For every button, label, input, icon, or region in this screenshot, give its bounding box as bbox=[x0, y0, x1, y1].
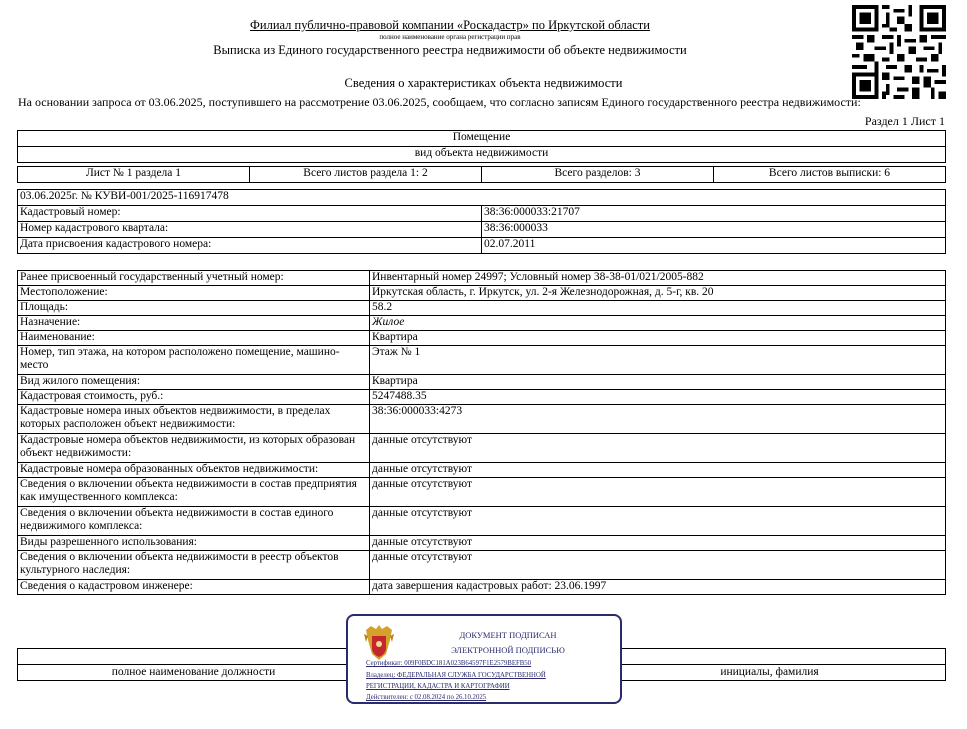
electronic-signature-stamp bbox=[346, 614, 622, 704]
organization-name-text: Филиал публично-правовой компании «Роскадастр» по Иркутской области bbox=[250, 18, 650, 32]
row-label: Номер, тип этажа, на котором расположено помещение, машино-место bbox=[18, 346, 370, 375]
row-value: Инвентарный номер 24997; Условный номер 38-38-01/021/2005-882 bbox=[370, 271, 946, 286]
object-type: Помещение bbox=[18, 131, 946, 147]
row-label: Наименование: bbox=[18, 331, 370, 346]
sheets-total: Всего листов выписки: 6 bbox=[714, 167, 946, 183]
stamp-line-2: ЭЛЕКТРОННОЙ ПОДПИСЬЮ bbox=[451, 645, 565, 655]
object-type-table bbox=[17, 130, 946, 183]
row-label: Назначение: bbox=[18, 316, 370, 331]
row-value: 5247488.35 bbox=[370, 390, 946, 405]
table-row bbox=[18, 507, 946, 536]
stamp-validity-text: Действителен: с 02.08.2024 по 26.10.2025 bbox=[366, 694, 487, 701]
row-label: Номер кадастрового квартала: bbox=[18, 222, 482, 238]
request-reference: 03.06.2025г. № КУВИ-001/2025-116917478 bbox=[18, 190, 946, 206]
row-value: данные отсутствуют bbox=[370, 463, 946, 478]
stamp-certificate bbox=[366, 660, 531, 667]
sections-total: Всего разделов: 3 bbox=[482, 167, 714, 183]
details-table bbox=[17, 270, 946, 595]
object-type-caption: вид объекта недвижимости bbox=[18, 147, 946, 163]
row-label: Кадастровые номера объектов недвижимости, из которых образован объект недвижимости: bbox=[18, 434, 370, 463]
table-row bbox=[18, 405, 946, 434]
row-label: Виды разрешенного использования: bbox=[18, 536, 370, 551]
section-title: Сведения о характеристиках объекта недвижимости bbox=[344, 76, 623, 90]
row-value: Квартира bbox=[370, 331, 946, 346]
sheet-number: Лист № 1 раздела 1 bbox=[18, 167, 250, 183]
row-label: Площадь: bbox=[18, 301, 370, 316]
table-row bbox=[18, 238, 946, 254]
row-value: данные отсутствуют bbox=[370, 478, 946, 507]
cadastral-table bbox=[17, 189, 946, 254]
row-value: Иркутская область, г. Иркутск, ул. 2-я Железнодорожная, д. 5-г, кв. 20 bbox=[370, 286, 946, 301]
row-value: данные отсутствуют bbox=[370, 507, 946, 536]
table-row bbox=[18, 286, 946, 301]
table-row bbox=[18, 536, 946, 551]
row-label: Вид жилого помещения: bbox=[18, 375, 370, 390]
table-row bbox=[18, 580, 946, 595]
table-row bbox=[18, 346, 946, 375]
row-label: Сведения о включении объекта недвижимости в реестр объектов культурного наследия: bbox=[18, 551, 370, 580]
double-headed-eagle-emblem-icon bbox=[362, 624, 396, 662]
row-value: данные отсутствуют bbox=[370, 434, 946, 463]
table-row bbox=[18, 390, 946, 405]
name-caption: инициалы, фамилия bbox=[594, 665, 946, 681]
table-row bbox=[18, 478, 946, 507]
row-value: 02.07.2011 bbox=[482, 238, 946, 254]
table-row bbox=[18, 551, 946, 580]
row-value: Квартира bbox=[370, 375, 946, 390]
table-row bbox=[18, 316, 946, 331]
sheets-in-section: Всего листов раздела 1: 2 bbox=[250, 167, 482, 183]
organization-name bbox=[0, 18, 900, 33]
stamp-line-1: ДОКУМЕНТ ПОДПИСАН bbox=[459, 630, 557, 640]
section-sheet-label: Раздел 1 Лист 1 bbox=[864, 114, 945, 128]
table-row bbox=[18, 331, 946, 346]
basis-text: На основании запроса от 03.06.2025, поступившего на рассмотрение 03.06.2025, сообщаем, что согласно записям Единого государственного реестра недвижимости: bbox=[18, 95, 861, 109]
signature-name-blank bbox=[594, 649, 946, 665]
row-value: данные отсутствуют bbox=[370, 536, 946, 551]
row-label: Сведения о кадастровом инженере: bbox=[18, 580, 370, 595]
row-label: Кадастровый номер: bbox=[18, 206, 482, 222]
row-value: дата завершения кадастровых работ: 23.06.1997 bbox=[370, 580, 946, 595]
row-value: 38:36:000033 bbox=[482, 222, 946, 238]
document-title: Выписка из Единого государственного реестра недвижимости об объекте недвижимости bbox=[213, 43, 687, 57]
position-caption: полное наименование должности bbox=[18, 665, 370, 681]
signature-position-blank bbox=[18, 649, 370, 665]
table-row bbox=[18, 206, 946, 222]
stamp-owner-2 bbox=[366, 683, 510, 690]
table-row bbox=[18, 301, 946, 316]
stamp-owner-line-2: РЕГИСТРАЦИИ, КАДАСТРА И КАРТОГРАФИИ bbox=[366, 683, 510, 690]
row-label: Сведения о включении объекта недвижимости в состав единого недвижимого комплекса: bbox=[18, 507, 370, 536]
row-label: Дата присвоения кадастрового номера: bbox=[18, 238, 482, 254]
stamp-owner bbox=[366, 672, 546, 679]
row-value: 58.2 bbox=[370, 301, 946, 316]
organization-caption: полное наименование органа регистрации прав bbox=[379, 33, 521, 41]
row-label: Кадастровые номера образованных объектов недвижимости: bbox=[18, 463, 370, 478]
stamp-validity bbox=[366, 694, 486, 701]
row-value: 38:36:000033:4273 bbox=[370, 405, 946, 434]
stamp-certificate-text: Сертификат: 009F0BDC181A023B64597F1E2579BEFB50 bbox=[366, 660, 532, 667]
row-label: Сведения о включении объекта недвижимости в состав предприятия как имущественного комплекса: bbox=[18, 478, 370, 507]
row-value: данные отсутствуют bbox=[370, 551, 946, 580]
row-label: Кадастровые номера иных объектов недвижимости, в пределах которых расположен объект недвижимости: bbox=[18, 405, 370, 434]
row-label: Ранее присвоенный государственный учетный номер: bbox=[18, 271, 370, 286]
table-row bbox=[18, 463, 946, 478]
table-row bbox=[18, 434, 946, 463]
stamp-owner-line-1: Владелец: ФЕДЕРАЛЬНАЯ СЛУЖБА ГОСУДАРСТВЕННОЙ bbox=[366, 672, 546, 679]
table-row bbox=[18, 271, 946, 286]
row-value: Жилое bbox=[370, 316, 946, 331]
table-row bbox=[18, 375, 946, 390]
row-value: Этаж № 1 bbox=[370, 346, 946, 375]
table-row bbox=[18, 222, 946, 238]
row-label: Кадастровая стоимость, руб.: bbox=[18, 390, 370, 405]
row-value: 38:36:000033:21707 bbox=[482, 206, 946, 222]
row-label: Местоположение: bbox=[18, 286, 370, 301]
